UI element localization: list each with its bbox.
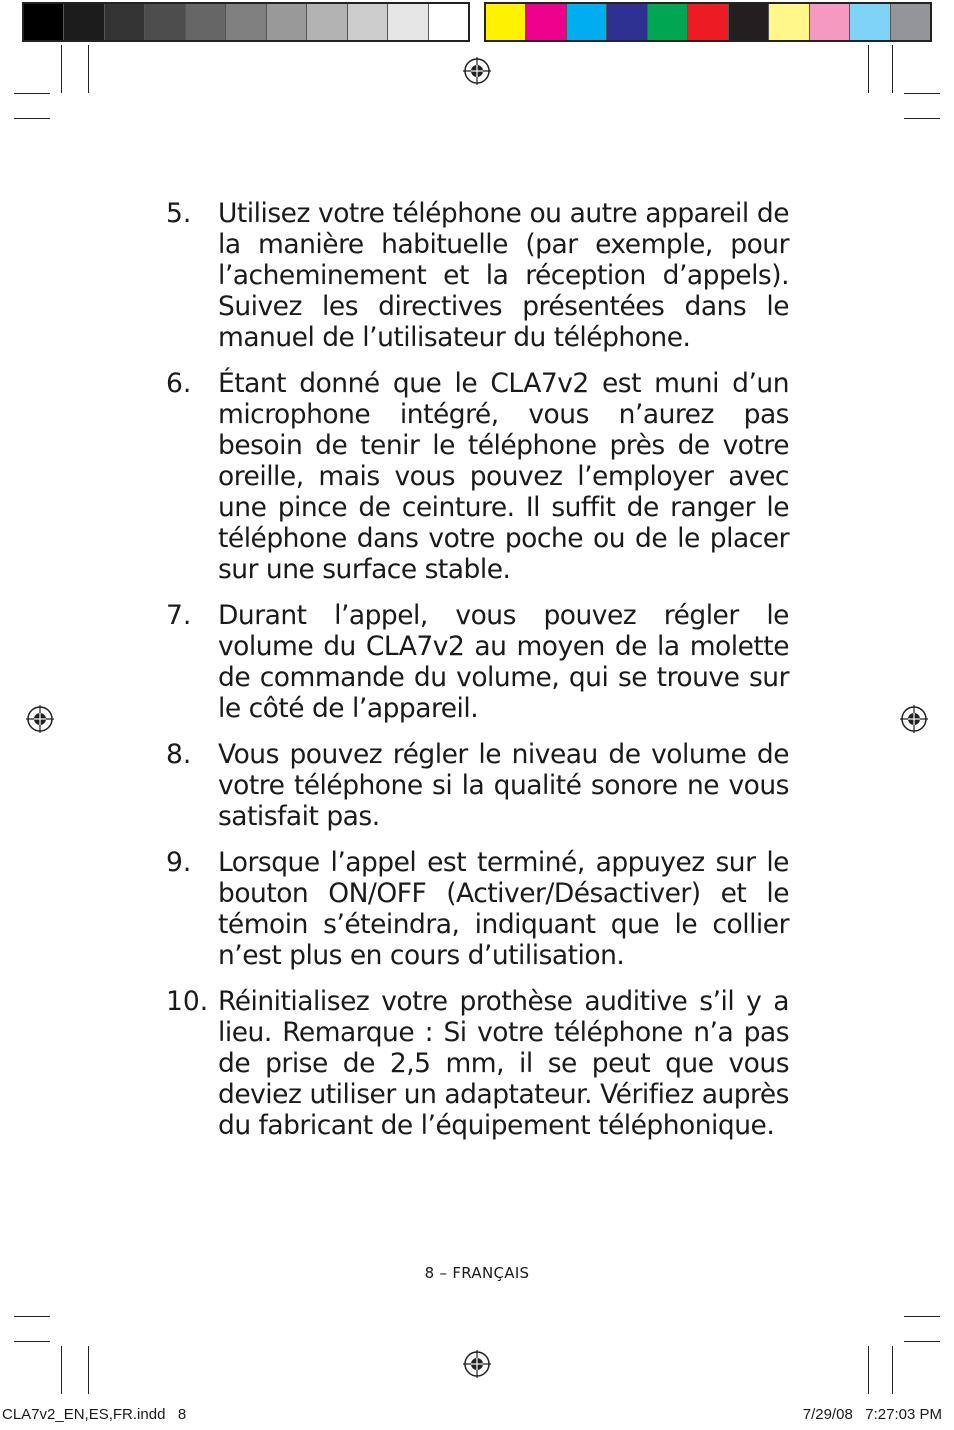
crop-mark — [904, 1341, 940, 1342]
item-number: 7. — [166, 600, 192, 631]
color-swatch — [267, 4, 307, 40]
color-swatch — [226, 4, 266, 40]
color-swatch — [24, 4, 64, 40]
item-number: 6. — [166, 368, 192, 399]
color-swatch — [891, 4, 930, 40]
instruction-list — [166, 198, 789, 1156]
item-text: Lorsque l’appel est terminé, appuyez sur le bouton ON/OFF (Activer/Désactiver) et le témoin s’éteindra, indiquant que le collier n’est plus en cours d’utilisation. — [218, 847, 789, 971]
color-swatch — [810, 4, 850, 40]
crop-mark — [14, 93, 50, 94]
slug-timestamp: 7/29/08 7:27:03 PM — [802, 1406, 942, 1423]
registration-target-icon — [462, 1349, 492, 1379]
item-number: 5. — [166, 198, 192, 229]
crop-mark — [88, 45, 89, 93]
color-swatch — [105, 4, 145, 40]
slug-filename: CLA7v2_EN,ES,FR.indd 8 — [2, 1406, 187, 1423]
crop-mark — [904, 93, 940, 94]
color-swatch — [688, 4, 728, 40]
crop-mark — [61, 1346, 62, 1394]
list-item — [166, 368, 789, 585]
remark-label: Remarque — [282, 1017, 415, 1048]
crop-mark — [892, 1346, 893, 1394]
item-number: 8. — [166, 739, 192, 770]
item-text-part: : Si votre téléphone n’a pas de prise de 2,5 mm, il se peut que vous deviez utiliser un adaptateur. Vérifiez auprès du fabricant de l’équipement téléphonique. — [218, 1017, 789, 1141]
color-swatch — [348, 4, 388, 40]
item-text — [218, 986, 789, 1141]
item-text: Utilisez votre téléphone ou autre appareil de la manière habituelle (par exemple, pour l’acheminement et la réception d’appels). Suivez les directives présentées dans le manuel de l’utilisateur du téléphone. — [218, 198, 789, 353]
crop-mark — [88, 1346, 89, 1394]
registration-target-icon — [25, 704, 55, 734]
color-swatch — [526, 4, 566, 40]
color-swatch — [429, 4, 468, 40]
item-number: 10. — [166, 986, 209, 1017]
crop-mark — [904, 118, 940, 119]
item-number: 9. — [166, 847, 192, 878]
item-text: Étant donné que le CLA7v2 est muni d’un microphone intégré, vous n’aurez pas besoin de tenir le téléphone près de votre oreille, mais vous pouvez l’employer avec une pince de ceinture. Il suffit de ranger le téléphone dans votre poche ou de le placer sur une surface stable. — [218, 368, 789, 585]
crop-mark — [892, 45, 893, 93]
grayscale-calibration-bar — [22, 2, 470, 42]
crop-mark — [14, 118, 50, 119]
crop-mark — [868, 45, 869, 93]
list-item — [166, 739, 789, 832]
item-text: Durant l’appel, vous pouvez régler le volume du CLA7v2 au moyen de la molette de commande du volume, qui se trouve sur le côté de l’appareil. — [218, 600, 789, 724]
registration-target-icon — [899, 704, 929, 734]
color-swatch — [648, 4, 688, 40]
color-calibration-bar — [484, 2, 932, 42]
crop-mark — [868, 1346, 869, 1394]
crop-mark — [904, 1316, 940, 1317]
crop-mark — [61, 45, 62, 93]
list-item — [166, 600, 789, 724]
color-swatch — [186, 4, 226, 40]
color-swatch — [307, 4, 347, 40]
color-swatch — [388, 4, 428, 40]
color-swatch — [145, 4, 185, 40]
color-swatch — [607, 4, 647, 40]
crop-mark — [14, 1341, 50, 1342]
color-swatch — [729, 4, 769, 40]
list-item — [166, 198, 789, 353]
item-text-part: Réinitialisez votre prothèse auditive s’il y a lieu. — [218, 986, 789, 1048]
list-item — [166, 986, 789, 1141]
list-item — [166, 847, 789, 971]
color-swatch — [567, 4, 607, 40]
color-swatch — [486, 4, 526, 40]
registration-target-icon — [462, 56, 492, 86]
page-number-label: 8 – FRANÇAIS — [424, 1264, 530, 1282]
crop-mark — [14, 1316, 50, 1317]
item-text: Vous pouvez régler le niveau de volume de votre téléphone si la qualité sonore ne vous satisfait pas. — [218, 739, 789, 832]
color-swatch — [850, 4, 890, 40]
color-swatch — [64, 4, 104, 40]
color-swatch — [769, 4, 809, 40]
